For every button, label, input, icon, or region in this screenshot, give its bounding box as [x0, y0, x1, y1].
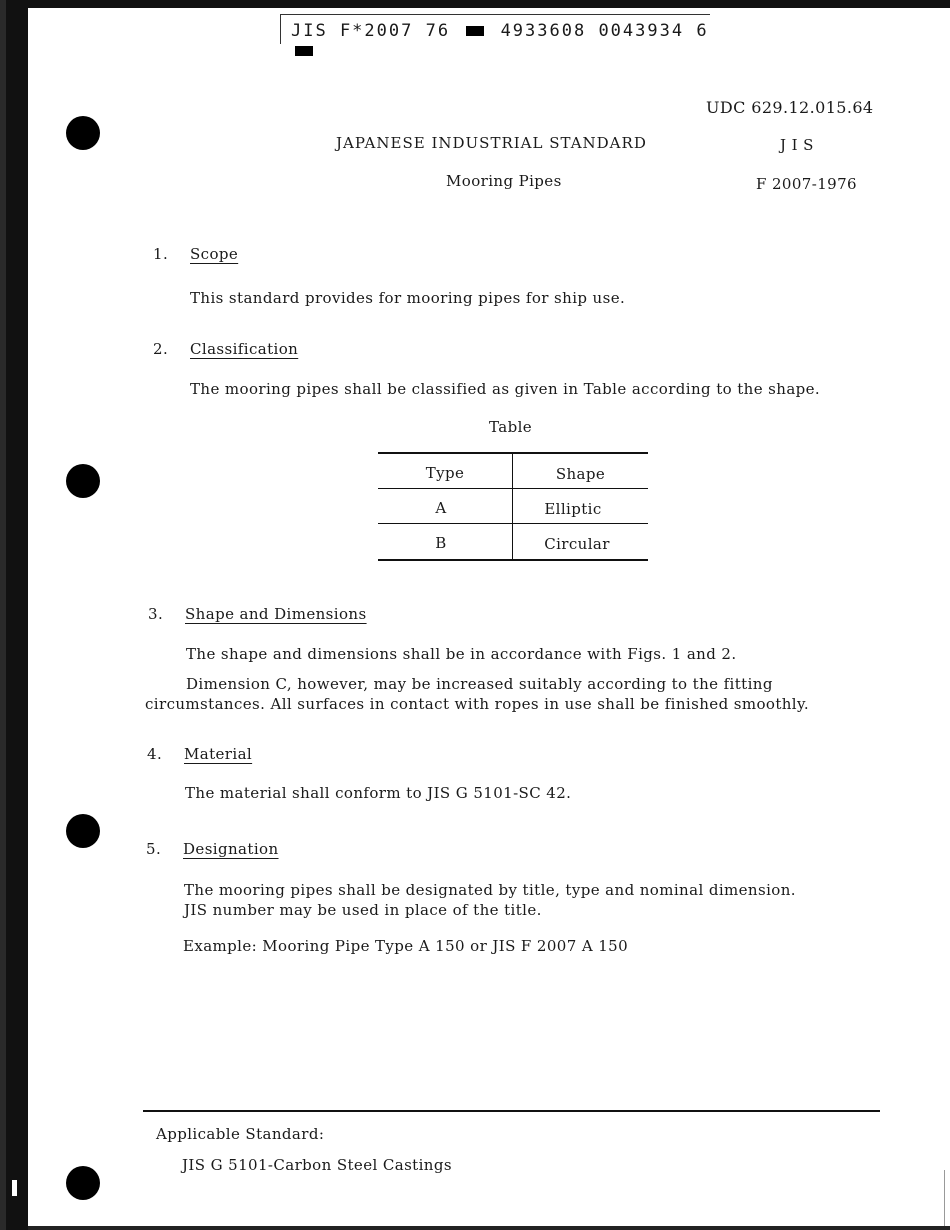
- table-caption: Table: [489, 418, 533, 436]
- designation-example: Example: Mooring Pipe Type A 150 or JIS F 2007 A 150: [183, 937, 629, 955]
- section-heading-scope: Scope: [190, 245, 239, 263]
- applicable-standard-label: Applicable Standard:: [156, 1125, 325, 1143]
- table-rule: [378, 559, 648, 561]
- scan-top-border: [28, 0, 950, 8]
- jis-label: J I S: [780, 136, 814, 154]
- section-body: Dimension C, however, may be increased suitably according to the fitting: [186, 675, 773, 693]
- redacted-block-icon: [295, 46, 313, 56]
- section-number: 4.: [147, 745, 163, 763]
- scan-left-edge: [0, 0, 6, 1230]
- punch-hole-4: [66, 1166, 100, 1200]
- header-code-prefix: JIS F*2007 76: [291, 21, 451, 41]
- header-code-suffix: 4933608 0043934 6: [500, 21, 709, 41]
- udc-number: UDC 629.12.015.64: [706, 98, 874, 117]
- applicable-standard-entry: JIS G 5101-Carbon Steel Castings: [182, 1156, 452, 1174]
- table-rule: [378, 523, 648, 524]
- section-heading-shape-dimensions: Shape and Dimensions: [185, 605, 367, 623]
- section-heading-classification: Classification: [190, 340, 299, 358]
- section-number: 1.: [153, 245, 169, 263]
- table-cell: A: [435, 499, 447, 517]
- doc-title: Mooring Pipes: [446, 172, 562, 190]
- header-code: [280, 14, 710, 44]
- section-body: JIS number may be used in place of the title.: [184, 901, 542, 919]
- scan-right-line: [944, 1170, 945, 1226]
- section-number: 5.: [146, 840, 162, 858]
- table-rule: [378, 488, 648, 489]
- section-number: 2.: [153, 340, 169, 358]
- punch-hole-3: [66, 814, 100, 848]
- section-body: The mooring pipes shall be classified as given in Table according to the shape.: [190, 380, 821, 398]
- punch-hole-1: [66, 116, 100, 150]
- standard-title: JAPANESE INDUSTRIAL STANDARD: [336, 134, 647, 152]
- table-cell: Elliptic: [544, 500, 602, 518]
- section-heading-designation: Designation: [183, 840, 279, 858]
- section-body: The material shall conform to JIS G 5101-SC 42.: [185, 784, 572, 802]
- doc-number: F 2007-1976: [756, 175, 857, 193]
- scan-mark: [12, 1180, 17, 1196]
- section-body: The shape and dimensions shall be in accordance with Figs. 1 and 2.: [186, 645, 737, 663]
- table-header-shape: Shape: [555, 465, 606, 483]
- table-rule: [378, 452, 648, 454]
- footer-rule: [143, 1110, 880, 1112]
- table-cell: Circular: [544, 535, 610, 553]
- section-body: This standard provides for mooring pipes for ship use.: [190, 289, 626, 307]
- redacted-block-icon: [466, 26, 484, 36]
- punch-hole-2: [66, 464, 100, 498]
- table-cell: B: [435, 534, 447, 552]
- section-body: The mooring pipes shall be designated by title, type and nominal dimension.: [184, 881, 796, 899]
- section-number: 3.: [148, 605, 164, 623]
- section-heading-material: Material: [184, 745, 253, 763]
- scan-bottom-border: [28, 1226, 950, 1230]
- table-header-type: Type: [425, 464, 465, 482]
- section-body: circumstances. All surfaces in contact with ropes in use shall be finished smoothly.: [145, 695, 810, 713]
